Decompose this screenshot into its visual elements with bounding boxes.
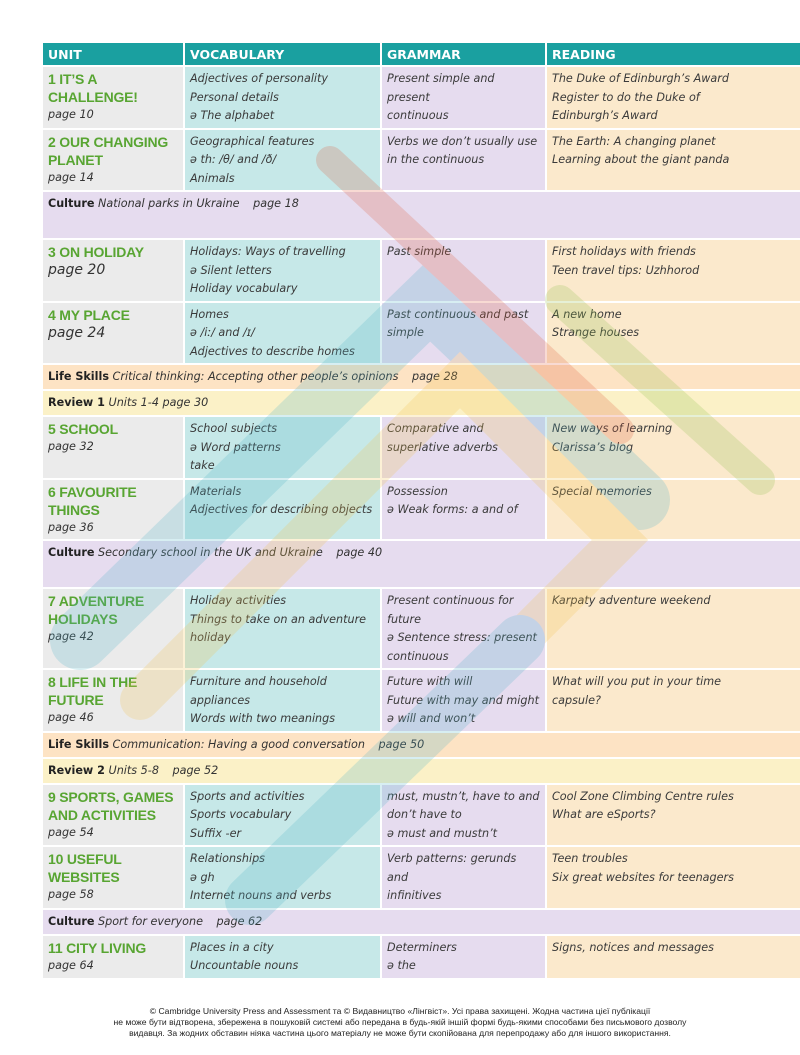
unit-row [43, 587, 800, 668]
vocabulary-cell [183, 845, 380, 908]
grammar-cell [380, 65, 545, 128]
grammar-item: in the continuous [387, 153, 485, 166]
unit-title: 2 OUR CHANGING PLANET [48, 133, 169, 168]
reading-item: Strange houses [552, 326, 640, 339]
unit-row [43, 478, 800, 540]
unit-title: 9 SPORTS, GAMES AND ACTIVITIES [48, 788, 174, 823]
unit-page: page 32 [48, 440, 94, 453]
header-row [43, 43, 800, 65]
unit-cell [43, 128, 183, 191]
band-text: Secondary school in the UK and Ukraine [98, 546, 323, 559]
pronunciation-item: ə will and won’t [387, 712, 476, 725]
reading-item: Clarissa’s blog [552, 440, 634, 454]
unit-row [43, 668, 800, 731]
unit-page: page 42 [48, 630, 94, 643]
grammar-item: Present continuous for [387, 594, 514, 607]
vocabulary-item: Suffix -er [190, 826, 242, 840]
reading-item: A new home [552, 307, 622, 321]
band-text: National parks in Ukraine [98, 197, 240, 210]
vocabulary-item: Holidays: Ways of travelling [190, 245, 346, 258]
band-page: page 52 [172, 763, 219, 777]
unit-page: page 36 [48, 520, 94, 534]
unit-title: 6 FAVOURITE THINGS [48, 483, 137, 518]
vocabulary-cell [183, 783, 380, 846]
grammar-item: Verbs we don’t usually use [387, 134, 538, 148]
band-text: Critical thinking: Accepting other people’s opinions [112, 370, 399, 383]
contents-table [43, 43, 800, 978]
life-skills-cell [43, 731, 800, 757]
vocabulary-cell [183, 128, 380, 191]
reading-cell [545, 845, 800, 908]
unit-row [43, 301, 800, 364]
grammar-item: Determiners [387, 940, 457, 954]
band-text: Communication: Having a good conversation [112, 737, 365, 751]
unit-page: page 10 [48, 108, 94, 121]
grammar-cell [380, 415, 545, 478]
unit-title: 5 SCHOOL [48, 421, 118, 437]
band-page: page 28 [412, 370, 458, 383]
vocabulary-cell [183, 668, 380, 731]
band-text: Sport for everyone [98, 914, 203, 928]
unit-page: page 14 [48, 170, 94, 184]
band-label: Review 1 [48, 396, 105, 409]
band-page: page 50 [378, 737, 425, 751]
vocabulary-item: Adjectives for describing objects [190, 503, 373, 516]
reading-item: The Duke of Edinburgh’s Award [552, 72, 729, 85]
grammar-item: continuous [387, 109, 449, 122]
reading-item: What are eSports? [552, 808, 656, 821]
pronunciation-item: ə the [387, 959, 416, 972]
pronunciation-item: ə Silent letters [190, 263, 272, 277]
unit-row [43, 845, 800, 908]
header-vocabulary: VOCABULARY [183, 43, 380, 65]
band-text: Units 5-8 [108, 763, 159, 777]
vocabulary-cell [183, 415, 380, 478]
grammar-cell [380, 845, 545, 908]
unit-row [43, 65, 800, 128]
reading-cell [545, 478, 800, 540]
vocabulary-item: School subjects [190, 422, 278, 435]
band-label: Culture [48, 197, 95, 210]
grammar-cell [380, 128, 545, 191]
unit-cell [43, 845, 183, 908]
footer-line: не може бути відтворена, збережена в пошуковій системі або передана в будь-якій іншій формі будь-якими способами без письмового дозволу [113, 1017, 687, 1027]
grammar-item: must, mustn’t, have to and [387, 789, 540, 803]
grammar-cell [380, 587, 545, 668]
grammar-cell [380, 238, 545, 301]
reading-cell [545, 128, 800, 191]
band-label: Life Skills [48, 737, 109, 751]
vocabulary-item: Places in a city [190, 940, 274, 954]
unit-title: 11 CITY LIVING [48, 939, 147, 956]
unit-row [43, 415, 800, 478]
reading-item: New ways of learning [552, 422, 673, 435]
footer-line: © Cambridge University Press and Assessment та © Видавництво «Лінгвіст». Усі права захищені. Жодна частина цієї публікації [149, 1006, 651, 1016]
vocabulary-item: Relationships [190, 852, 266, 865]
grammar-item: simple [387, 326, 424, 339]
grammar-item: Future with may and might [387, 693, 539, 707]
unit-cell [43, 65, 183, 128]
vocabulary-cell [183, 301, 380, 364]
reading-cell [545, 668, 800, 731]
grammar-item: Past simple [387, 245, 452, 258]
unit-title: 7 ADVENTURE HOLIDAYS [48, 593, 145, 627]
band-page: page 62 [216, 914, 263, 928]
vocabulary-item: Materials [190, 484, 242, 498]
copyright-footer [30, 1006, 770, 1039]
vocabulary-cell [183, 587, 380, 668]
footer-line: видавця. За жодних обставин ніяка частина цього матеріалу не може бути скопійована для перепродажу або для іншого використання. [129, 1028, 671, 1038]
unit-page: page 46 [48, 711, 94, 724]
vocabulary-item: Animals [190, 171, 235, 185]
unit-title: 10 USEFUL WEBSITES [48, 851, 122, 885]
grammar-item: Future with will [387, 675, 473, 688]
reading-item: Karpaty adventure weekend [552, 594, 711, 607]
reading-item: Register to do the Duke of [552, 90, 700, 104]
unit-page: page 64 [48, 958, 94, 972]
reading-item: Teen travel tips: Uzhhorod [552, 263, 700, 277]
pronunciation-item: continuous [387, 649, 449, 663]
vocabulary-cell [183, 65, 380, 128]
grammar-item: superlative adverbs [387, 440, 499, 454]
culture-cell [43, 190, 800, 238]
pronunciation-item: ə /iː/ and /ɪ/ [190, 326, 255, 339]
vocabulary-item: Uncountable nouns [190, 959, 299, 972]
pronunciation-item: ə Sentence stress: present [387, 631, 537, 644]
reading-cell [545, 783, 800, 846]
vocabulary-item: Adjectives to describe homes [190, 344, 355, 358]
vocabulary-item: Words with two meanings [190, 712, 336, 725]
vocabulary-item: Holiday vocabulary [190, 282, 298, 295]
grammar-item: future [387, 612, 421, 626]
unit-page: page 58 [48, 888, 94, 901]
header-grammar: GRAMMAR [380, 43, 545, 65]
reading-item: Teen troubles [552, 852, 628, 865]
vocabulary-item: Homes [190, 307, 229, 321]
vocabulary-cell [183, 238, 380, 301]
vocabulary-item: holiday [190, 631, 231, 644]
grammar-cell [380, 478, 545, 540]
reading-item: Signs, notices and messages [552, 940, 714, 954]
life-skills-cell [43, 363, 800, 389]
reading-item: The Earth: A changing planet [552, 134, 716, 148]
band-page: page 40 [336, 546, 383, 559]
pronunciation-item: ə must and mustn’t [387, 826, 498, 840]
unit-cell [43, 238, 183, 301]
vocabulary-item: Things to take on an adventure [190, 612, 367, 626]
grammar-item: Present simple and present [387, 72, 495, 104]
grammar-item: Past continuous and past [387, 307, 529, 321]
culture-cell [43, 908, 800, 934]
grammar-cell [380, 668, 545, 731]
review-band [43, 389, 800, 415]
reading-cell [545, 415, 800, 478]
grammar-item: Comparative and [387, 422, 484, 435]
review-band [43, 757, 800, 783]
unit-row [43, 238, 800, 301]
reading-item: capsule? [552, 693, 601, 707]
reading-item: Special memories [552, 484, 652, 498]
vocabulary-item: Sports vocabulary [190, 808, 292, 821]
vocabulary-item: take [190, 459, 215, 472]
reading-item: First holidays with friends [552, 245, 696, 258]
unit-row [43, 128, 800, 191]
grammar-cell [380, 783, 545, 846]
grammar-item: Verb patterns: gerunds and [387, 852, 517, 884]
vocabulary-item: appliances [190, 693, 251, 707]
reading-cell [545, 301, 800, 364]
reading-item: Cool Zone Climbing Centre rules [552, 789, 734, 803]
review-cell [43, 757, 800, 783]
vocabulary-item: Internet nouns and verbs [190, 889, 332, 902]
culture-band [43, 539, 800, 587]
band-label: Life Skills [48, 370, 109, 383]
grammar-item: infinitives [387, 889, 442, 902]
vocabulary-cell [183, 934, 380, 978]
vocabulary-item: Personal details [190, 90, 279, 104]
unit-cell [43, 783, 183, 846]
grammar-cell [380, 301, 545, 364]
vocabulary-item: Geographical features [190, 134, 315, 148]
life-skills-band [43, 731, 800, 757]
unit-cell [43, 934, 183, 978]
grammar-item: Possession [387, 484, 448, 498]
life-skills-band [43, 363, 800, 389]
unit-cell [43, 301, 183, 364]
unit-page: page 54 [48, 825, 94, 839]
unit-cell [43, 587, 183, 668]
pronunciation-item: ə th: /θ/ and /ð/ [190, 153, 277, 166]
reading-item: Six great websites for teenagers [552, 870, 734, 884]
unit-row [43, 934, 800, 978]
pronunciation-item: ə gh [190, 870, 215, 884]
unit-page: page 24 [48, 324, 106, 341]
unit-title: 8 LIFE IN THE FUTURE [48, 674, 138, 708]
band-page: page 18 [253, 197, 299, 210]
unit-title: 1 IT’S A CHALLENGE! [48, 71, 138, 105]
grammar-item: don’t have to [387, 808, 462, 821]
vocabulary-item: Adjectives of personality [190, 72, 329, 85]
reading-cell [545, 65, 800, 128]
reading-cell [545, 238, 800, 301]
band-label: Culture [48, 914, 95, 928]
unit-row [43, 783, 800, 846]
header-unit: UNIT [43, 43, 183, 65]
band-label: Culture [48, 546, 95, 559]
unit-page: page 20 [48, 262, 106, 278]
reading-item: What will you put in your time [552, 675, 721, 688]
band-label: Review 2 [48, 763, 105, 777]
vocabulary-item: Furniture and household [190, 675, 327, 688]
unit-title: 4 MY PLACE [48, 306, 130, 323]
vocabulary-cell [183, 478, 380, 540]
pronunciation-item: ə The alphabet [190, 109, 275, 122]
header-reading: READING [545, 43, 800, 65]
pronunciation-item: ə Word patterns [190, 440, 281, 454]
reading-item: Learning about the giant panda [552, 153, 730, 166]
band-text: Units 1-4 page 30 [108, 396, 209, 409]
pronunciation-item: ə Weak forms: a and of [387, 503, 518, 516]
review-cell [43, 389, 800, 415]
vocabulary-item: Holiday activities [190, 594, 287, 607]
culture-cell [43, 539, 800, 587]
culture-band [43, 190, 800, 238]
unit-cell [43, 668, 183, 731]
grammar-cell [380, 934, 545, 978]
unit-cell [43, 478, 183, 540]
reading-cell [545, 587, 800, 668]
vocabulary-item: Sports and activities [190, 789, 305, 803]
unit-cell [43, 415, 183, 478]
unit-title: 3 ON HOLIDAY [48, 244, 144, 260]
reading-item: Edinburgh’s Award [552, 109, 658, 122]
reading-cell [545, 934, 800, 978]
culture-band [43, 908, 800, 934]
